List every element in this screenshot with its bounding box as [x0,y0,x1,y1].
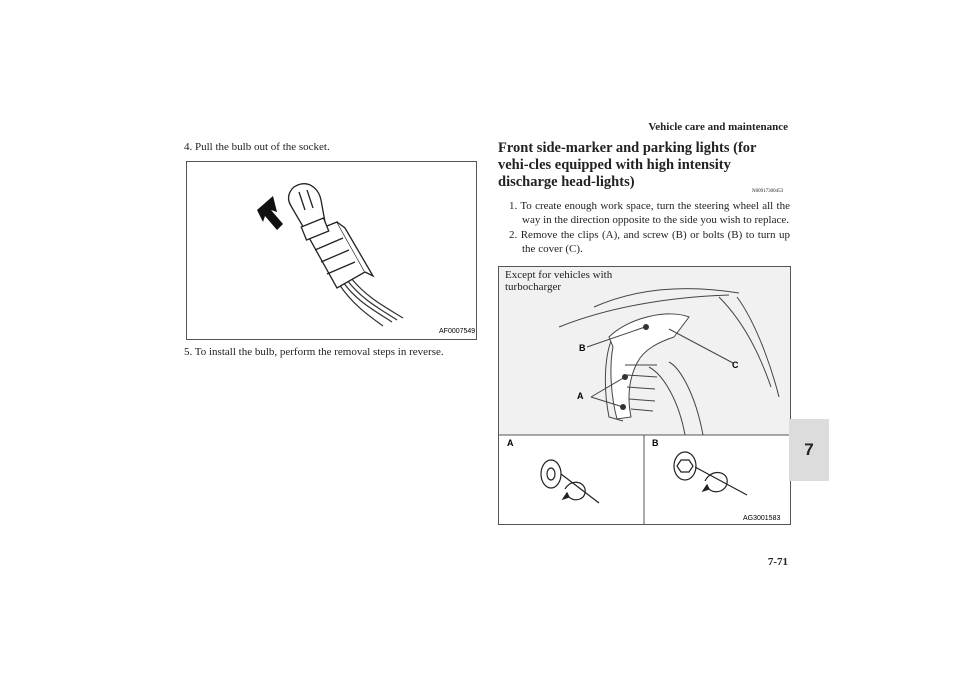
step-5-text: 5. To install the bulb, perform the removal steps in reverse. [184,346,444,358]
cover-removal-figure [498,266,791,525]
wheel-well-illustration [499,267,790,524]
page-number: 7-71 [767,556,788,568]
bulb-socket-illustration [187,162,476,339]
chapter-tab: 7 [789,419,829,481]
pull-direction-arrow [257,196,283,230]
step-2-text: 2. Remove the clips (A), and screw (B) or bolts (B) to turn up the cover (C). [509,229,790,255]
screw-detail-illustration [674,452,747,495]
figure-code: AG3001583 [743,515,781,522]
reference-code: N00917300453 [752,189,784,194]
label-a-callout: A [577,391,584,401]
section-title: Front side-marker and parking lights (for vehi-cles equipped with high intensity discharge head-lights) [498,140,757,190]
clip-panel-label: A [507,438,514,448]
screw-panel-label: B [652,438,659,448]
figure-note: Except for vehicles with turbocharger [505,269,613,293]
figure-code: AF0007549 [439,328,476,335]
bulb-removal-figure [186,161,477,340]
label-b-callout: B [579,343,586,353]
step-1-text: 1. To create enough work space, turn the steering wheel all the way in the direction opposite to the side you wish to replace. [509,200,790,226]
page-header: Vehicle care and maintenance [648,121,788,133]
step-4-text: 4. Pull the bulb out of the socket. [184,141,330,153]
label-c-callout: C [732,360,739,370]
clip-detail-illustration [541,460,599,503]
